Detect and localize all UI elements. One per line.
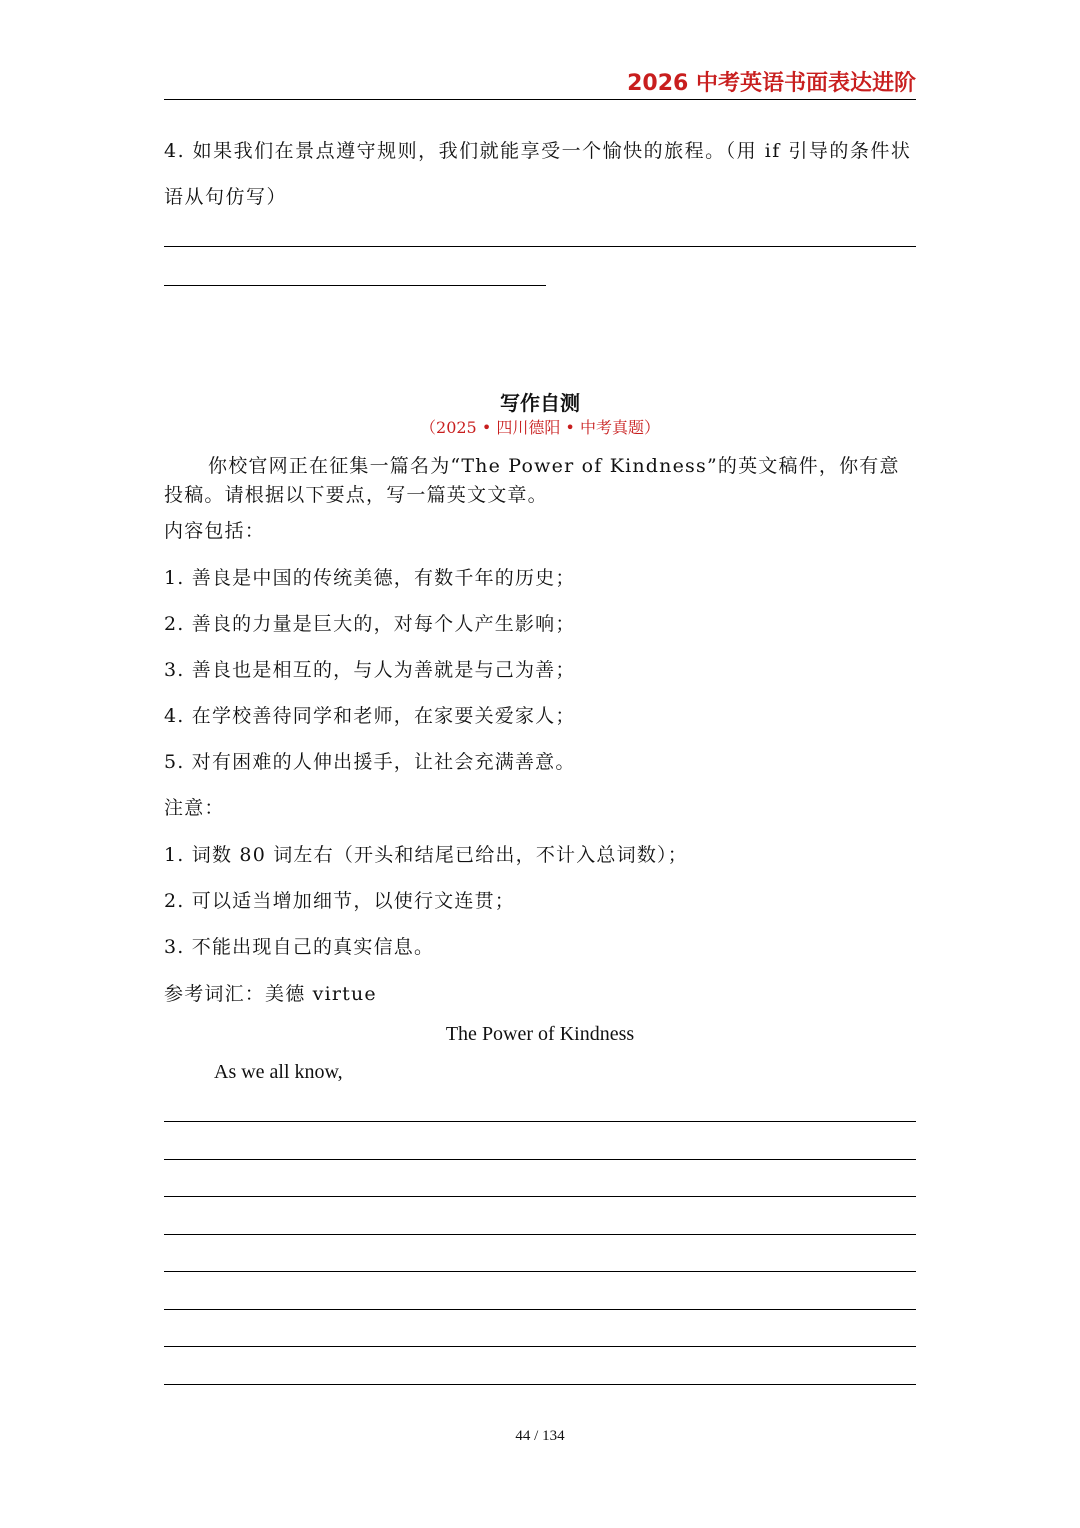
header-divider — [164, 99, 916, 100]
answer-line — [164, 285, 546, 286]
essay-opening: As we all know, — [214, 1061, 343, 1083]
prompt-intro: 你校官网正在征集一篇名为“The Power of Kindness”的英文稿件，你有意投稿。请根据以下要点，写一篇英文文章。 — [164, 455, 900, 506]
content-label: 内容包括： — [164, 520, 266, 542]
essay-writing-line — [164, 1309, 916, 1310]
essay-title: The Power of Kindness — [445, 1023, 635, 1045]
note-item: 3. 不能出现自己的真实信息。 — [164, 936, 435, 958]
content-item: 3. 善良也是相互的，与人为善就是与己为善； — [164, 659, 576, 681]
page-number: 44 / 134 — [515, 1428, 565, 1444]
content-item: 4. 在学校善待同学和老师，在家要关爱家人； — [164, 705, 576, 727]
essay-writing-line — [164, 1346, 916, 1347]
essay-writing-line — [164, 1121, 916, 1122]
content-item: 5. 对有困难的人伸出援手，让社会充满善意。 — [164, 751, 576, 773]
content-item: 2. 善良的力量是巨大的，对每个人产生影响； — [164, 613, 576, 635]
essay-writing-line — [164, 1384, 916, 1385]
note-item: 1. 词数 80 词左右（开头和结尾已给出，不计入总词数）； — [164, 844, 688, 866]
essay-writing-line — [164, 1196, 916, 1197]
essay-writing-line — [164, 1159, 916, 1160]
note-item: 2. 可以适当增加细节，以使行文连贯； — [164, 890, 515, 912]
answer-line — [164, 246, 916, 247]
content-item: 1. 善良是中国的传统美德，有数千年的历史； — [164, 567, 576, 589]
reference-vocabulary: 参考词汇：美德 virtue — [164, 983, 377, 1005]
essay-writing-line — [164, 1234, 916, 1235]
notes-label: 注意： — [164, 797, 225, 819]
question-4-text: 4. 如果我们在景点遵守规则，我们就能享受一个愉快的旅程。（用 if 引导的条件状语从句仿写） — [164, 140, 912, 208]
essay-writing-line — [164, 1271, 916, 1272]
section-title: 写作自测 — [500, 391, 580, 415]
document-header-title: 2026 中考英语书面表达进阶 — [627, 71, 916, 96]
section-source: （2025 • 四川德阳 • 中考真题） — [420, 418, 660, 437]
